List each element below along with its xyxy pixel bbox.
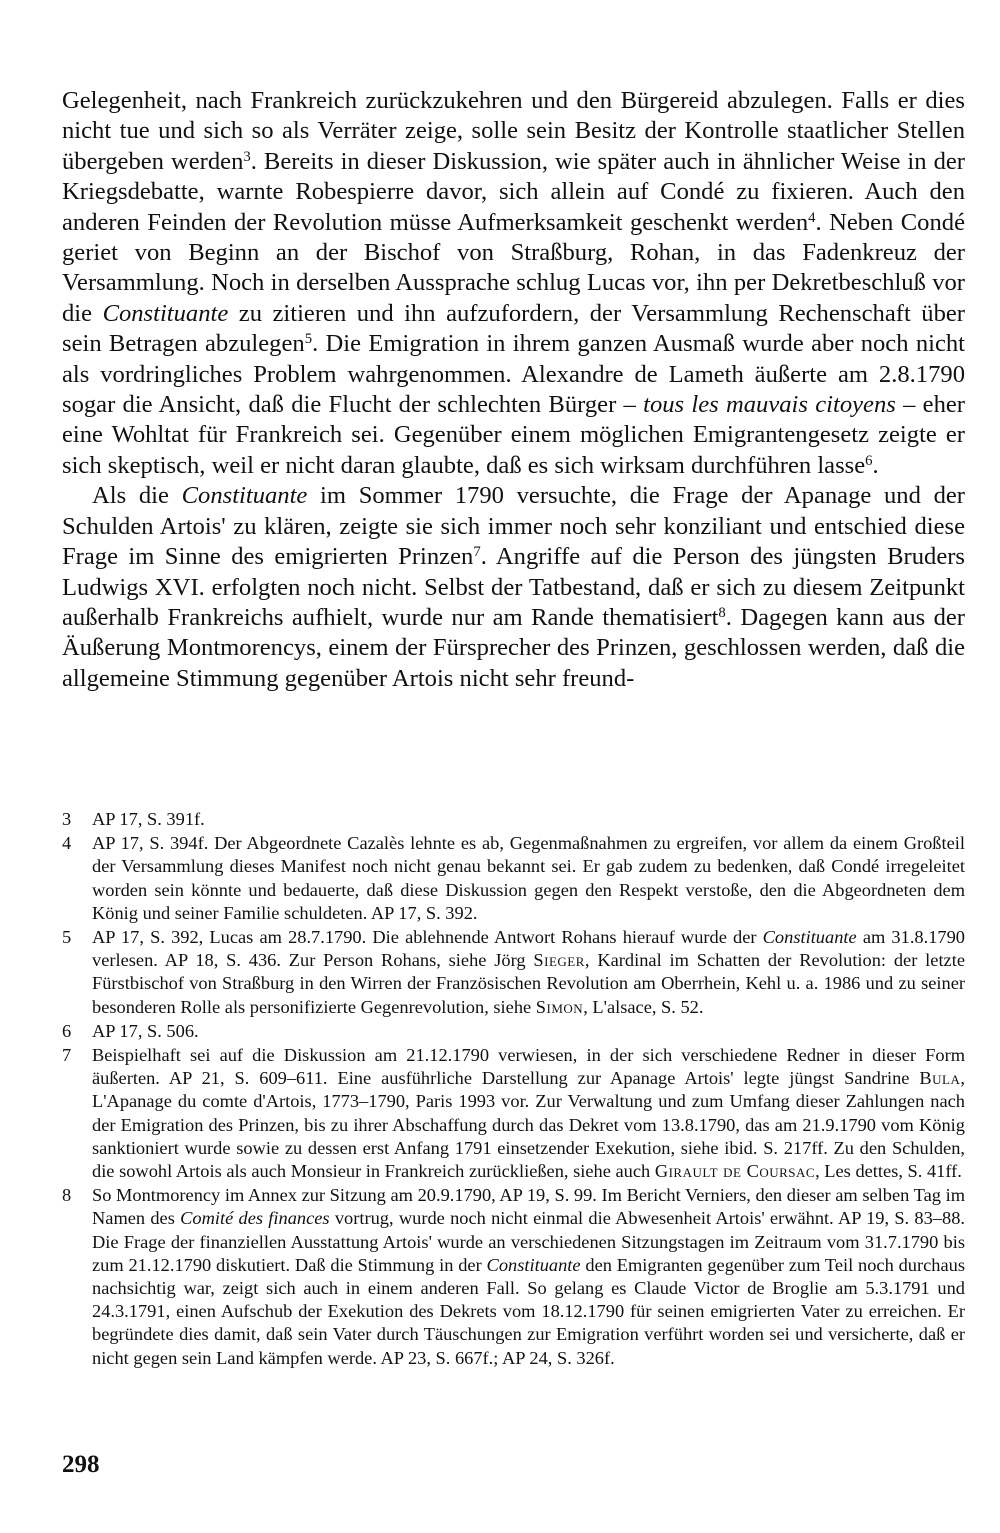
footnote-number: 6 — [62, 1020, 72, 1041]
italic-term: Constituante — [486, 1254, 581, 1275]
italic-quote: tous les mauvais citoyens — [643, 391, 896, 419]
author-name: Bula — [919, 1068, 961, 1089]
author-name: Simon — [535, 996, 584, 1017]
footnote-4: 4 AP 17, S. 394f. Der Abgeordnete Cazalès lehnte es ab, Gegenmaßnahmen zu ergreifen, vor allem da einem Großteil der Versammlung dieses Manifest noch nicht genau bekannt sei. Er gab zudem zu bedenken, daß Condé irregeleitet worden sein könnte und bedauerte, daß diese Diskussion gegen den Respekt verstoße, den die Abgeordneten dem König und seiner Familie schuldeten. AP 17, S. 392. — [62, 833, 965, 923]
footnotes — [62, 808, 965, 1371]
footnote-number: 7 — [62, 1045, 72, 1066]
footnote-number: 4 — [62, 833, 72, 854]
footnote-7: 7 Beispielhaft sei auf die Diskussion am 21.12.1790 verwiesen, in der sich verschiedene Redner in dieser Form äußerten. AP 21, S. 609–611. Eine ausführliche Darstellung zur Apanage Artois' legte jüngst Sandrine Bula, L'Apanage du comte d'Artois, 1773–1790, Paris 1993 vor. Zur Verwaltung und zum Umfang dieser Zahlungen nach der Emigration des Prinzen, bis zu ihrer Abschaffung durch das Dekret vom 13.8.1790, das am 21.9.1790 vom König sanktioniert wurde sowie zu dessen erst Anfang 1791 einsetzender Exekution, siehe ibid. S. 217ff. Zu den Schulden, die sowohl Artois als auch Monsieur in Frankreich zurückließen, siehe auch Girault de Coursac, Les dettes, S. 41ff. — [62, 1045, 965, 1182]
page-number: 298 — [62, 1451, 100, 1478]
footnote-number: 3 — [62, 809, 72, 829]
footnote-ref-3[interactable]: 3 — [243, 148, 251, 165]
footnote-ref-8[interactable]: 8 — [718, 604, 726, 621]
footnote-number: 5 — [62, 927, 72, 948]
main-text — [62, 86, 965, 694]
footnote-8: 8 So Montmorency im Annex zur Sitzung am 20.9.1790, AP 19, S. 99. Im Bericht Verniers, den dieser am selben Tag im Namen des Comité des finances vortrug, wurde noch nicht einmal die Abwesenheit Artois' erwähnt. AP 19, S. 83–88. Die Frage der finanziellen Ausstattung Artois' wurde an verschiedenen Sitzungstagen im Zeitraum vom 31.7.1790 bis zum 21.12.1790 diskutiert. Daß die Stimmung in der Constituante den Emigranten gegenüber zum Teil noch durchaus nachsichtig war, zeigt sich auch in einem anderen Fall. So gelang es Claude Victor de Broglie am 5.3.1791 und 24.3.1791, einen Aufschub der Exekution des Dekrets vom 18.12.1790 für seinen emigrierten Vater zu erreichen. Er begründete dies damit, daß sein Vater durch Täuschungen zur Emigration verführt worden sei und versicherte, daß er nicht gegen sein Land kämpfen werde. AP 23, S. 667f.; AP 24, S. 326f. — [62, 1185, 965, 1368]
italic-term: Constituante — [762, 927, 857, 948]
author-name: Girault de Coursac — [654, 1161, 816, 1182]
footnote-ref-6[interactable]: 6 — [865, 452, 873, 469]
footnote-6: 6 AP 17, S. 506. — [62, 1020, 965, 1043]
paragraph-1: Gelegenheit, nach Frankreich zurückzukehren und den Bürgereid abzulegen. Falls er dies nicht tue und sich so als Verräter zeige, solle sein Besitz der Kontrolle staatlicher Stellen übergeben werden$^3$. Bereits in dieser Diskussion, wie später auch in ähnlicher Weise in der Kriegsdebatte, warnte Robespierre davor, sich allein auf Condé zu fixieren. Auch den anderen Feinden der Revolution müsse Aufmerksamkeit geschenkt werden$^4$. Neben Condé geriet von Beginn an der Bischof von Straßburg, Rohan, in das Fadenkreuz der Versammlung. Noch in derselben Aussprache schlug Lucas vor, ihn per Dekretbeschluß vor die Constituante zu zitieren und ihn aufzufordern, der Versammlung Rechenschaft über sein Betragen abzulegen$^5$. Die Emigration in ihrem ganzen Ausmaß wurde aber noch nicht als vordringliches Problem wahrgenommen. Alexandre de Lameth äußerte am 2.8.1790 sogar die Ansicht, daß die Flucht der schlechten Bürger – tous les mauvais citoyens – eher eine Wohltat für Frankreich sei. Gegenüber einem möglichen Emigrantengesetz zeigte er sich skeptisch, weil er nicht daran glaubte, daß es sich wirksam durchführen lasse$^6$. — [62, 87, 965, 479]
italic-term: Constituante — [102, 299, 229, 327]
footnote-number: 8 — [62, 1185, 72, 1206]
footnote-ref-5[interactable]: 5 — [304, 331, 313, 348]
footnote-ref-4[interactable]: 4 — [808, 209, 816, 226]
author-name: Sieger — [533, 950, 585, 971]
paragraph-2: Als die Constituante im Sommer 1790 versuchte, die Frage der Apanage und der Schulden Artois' zu klären, zeigte sie sich immer noch sehr konziliant und entschied diese Frage im Sinne des emigrierten Prinzen$^7$. Angriffe auf die Person des jüngsten Bruders Ludwigs XVI. erfolgten noch nicht. Selbst der Tatbestand, daß er sich zu diesem Zeitpunkt außerhalb Frankreichs aufhielt, wurde nur am Rande thematisiert$^8$. Dagegen kann aus der Äußerung Montmorencys, einem der Fürsprecher des Prinzen, geschlossen werden, daß die allgemeine Stimmung gegenüber Artois nicht sehr freund- — [62, 482, 965, 692]
footnote-3: 3 AP 17, S. 391f. — [62, 808, 965, 831]
italic-term: Comité des finances — [180, 1208, 330, 1229]
footnote-ref-7[interactable]: 7 — [473, 543, 481, 560]
footnote-5: 5 AP 17, S. 392, Lucas am 28.7.1790. Die ablehnende Antwort Rohans hierauf wurde der Constituante am 31.8.1790 verlesen. AP 18, S. 436. Zur Person Rohans, siehe Jörg Sieger, Kardinal im Schatten der Revolution: der letzte Fürstbischof von Straßburg in den Wirren der Französischen Revolution am Oberrhein, Kehl u. a. 1986 und zu seiner besonderen Rolle als personifizierte Gegenrevolution, siehe Simon, L'alsace, S. 52. — [62, 927, 965, 1017]
italic-term: Constituante — [181, 482, 308, 510]
